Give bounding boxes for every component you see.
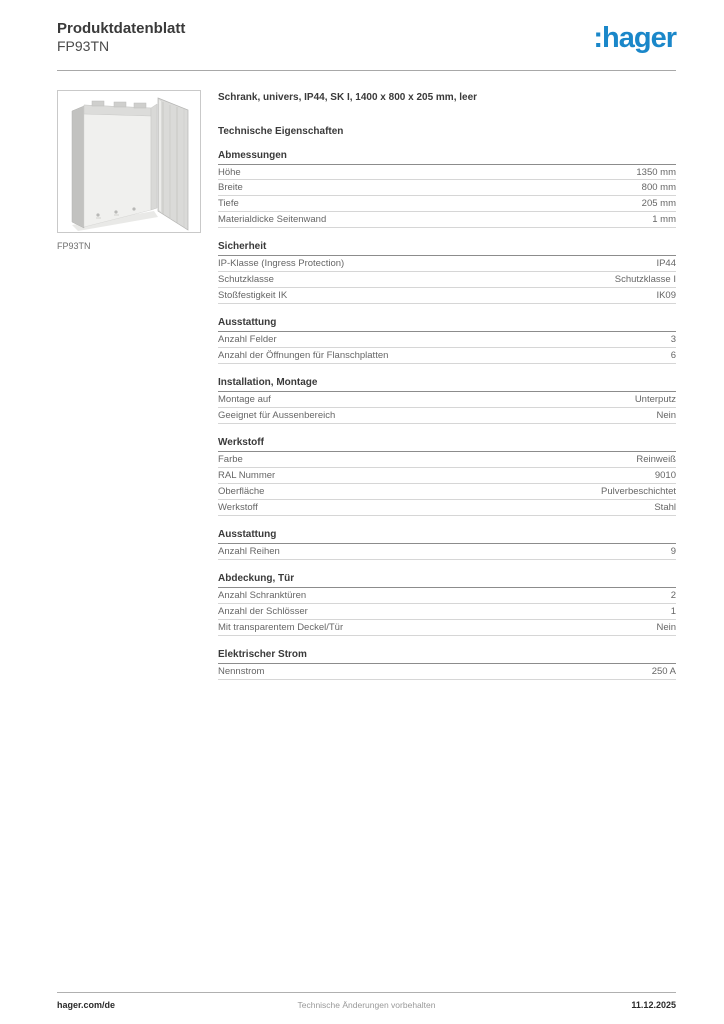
- footer-divider: [57, 992, 676, 993]
- footer-row: [57, 1000, 676, 1010]
- spec-value: 6: [670, 350, 676, 362]
- spec-sections: [218, 150, 676, 680]
- product-image: [57, 90, 201, 233]
- spec-row: [218, 452, 676, 468]
- spec-label: Montage auf: [218, 394, 271, 406]
- spec-row: [218, 604, 676, 620]
- spec-value: 1 mm: [652, 214, 676, 226]
- spec-value: IP44: [656, 258, 676, 270]
- spec-label: Schutzklasse: [218, 274, 274, 286]
- spec-section: [218, 529, 676, 560]
- spec-value: 250 A: [651, 665, 676, 677]
- spec-value: Nein: [656, 410, 676, 422]
- footer-disclaimer: Technische Änderungen vorbehalten: [297, 1000, 436, 1010]
- spec-value: Reinweiß: [636, 454, 676, 466]
- section-title: Werkstoff: [218, 437, 676, 452]
- section-title: Ausstattung: [218, 317, 676, 332]
- spec-label: Tiefe: [218, 198, 239, 210]
- spec-label: Stoßfestigkeit IK: [218, 290, 288, 302]
- spec-label: RAL Nummer: [218, 470, 276, 482]
- spec-value: Schutzklasse I: [614, 274, 676, 286]
- spec-row: [218, 392, 676, 408]
- spec-section: [218, 649, 676, 680]
- product-image-column: [57, 90, 201, 251]
- spec-label: Anzahl der Öffnungen für Flanschplatten: [218, 350, 389, 362]
- section-title: Sicherheit: [218, 241, 676, 256]
- spec-row: [218, 256, 676, 272]
- spec-label: Anzahl der Schlösser: [218, 605, 308, 617]
- spec-section: [218, 377, 676, 424]
- specs-heading: Technische Eigenschaften: [218, 125, 344, 137]
- spec-value: 2: [670, 590, 676, 601]
- footer: [57, 992, 676, 1010]
- spec-section: [218, 241, 676, 304]
- section-title: Abdeckung, Tür: [218, 573, 676, 588]
- spec-label: Werkstoff: [218, 502, 258, 514]
- spec-label: Oberfläche: [218, 486, 265, 498]
- spec-row: [218, 348, 676, 364]
- spec-label: Nennstrom: [218, 665, 265, 677]
- spec-section: [218, 317, 676, 364]
- hager-logo: :hager: [593, 22, 676, 54]
- spec-value: Nein: [656, 621, 676, 633]
- product-title: Schrank, univers, IP44, SK I, 1400 x 800 x 205 mm, leer: [218, 91, 478, 103]
- spec-value: 3: [670, 334, 676, 346]
- content: [0, 71, 724, 680]
- spec-section: [218, 150, 676, 229]
- spec-row: [218, 408, 676, 424]
- spec-value: 9: [670, 546, 676, 558]
- spec-row: [218, 620, 676, 636]
- spec-row: [218, 484, 676, 500]
- footer-website: hager.com/de: [57, 1000, 116, 1010]
- spec-label: Mit transparentem Deckel/Tür: [218, 621, 344, 633]
- image-caption: FP93TN: [57, 240, 91, 251]
- section-title: Ausstattung: [218, 529, 676, 544]
- spec-label: Höhe: [218, 166, 241, 178]
- spec-label: Anzahl Felder: [218, 334, 277, 346]
- spec-row: [218, 212, 676, 228]
- spec-row: [218, 288, 676, 304]
- spec-row: [218, 544, 676, 560]
- spec-value: 205 mm: [641, 198, 676, 210]
- spec-value: 1350 mm: [636, 166, 676, 178]
- spec-row: [218, 664, 676, 680]
- spec-value: 1: [670, 605, 676, 617]
- section-title: Abmessungen: [218, 150, 676, 165]
- spec-row: [218, 468, 676, 484]
- spec-value: 800 mm: [641, 182, 676, 194]
- spec-row: [218, 500, 676, 516]
- header-title-block: [57, 20, 185, 56]
- spec-value: Unterputz: [634, 394, 676, 406]
- spec-value: IK09: [656, 290, 676, 302]
- product-reference: FP93TN: [57, 38, 110, 54]
- spec-label: Anzahl Schranktüren: [218, 590, 307, 601]
- cabinet-illustration: [58, 91, 200, 232]
- spec-row: [218, 165, 676, 181]
- spec-row: [218, 180, 676, 196]
- spec-row: [218, 588, 676, 604]
- header: [0, 0, 724, 56]
- footer-date: 11.12.2025: [631, 1000, 676, 1010]
- section-title: Installation, Montage: [218, 377, 676, 392]
- section-title: Elektrischer Strom: [218, 649, 676, 664]
- spec-label: Geeignet für Aussenbereich: [218, 410, 336, 422]
- spec-label: Anzahl Reihen: [218, 546, 280, 558]
- spec-row: [218, 332, 676, 348]
- specs-column: [218, 90, 676, 680]
- spec-section: [218, 573, 676, 636]
- spec-section: [218, 437, 676, 516]
- spec-value: Stahl: [654, 502, 676, 514]
- spec-label: Breite: [218, 182, 243, 194]
- spec-label: IP-Klasse (Ingress Protection): [218, 258, 345, 270]
- document-title: Produktdatenblatt: [57, 20, 186, 37]
- spec-value: Pulverbeschichtet: [601, 486, 676, 498]
- spec-row: [218, 196, 676, 212]
- spec-label: Materialdicke Seitenwand: [218, 214, 327, 226]
- spec-label: Farbe: [218, 454, 243, 466]
- spec-value: 9010: [654, 470, 676, 482]
- spec-row: [218, 272, 676, 288]
